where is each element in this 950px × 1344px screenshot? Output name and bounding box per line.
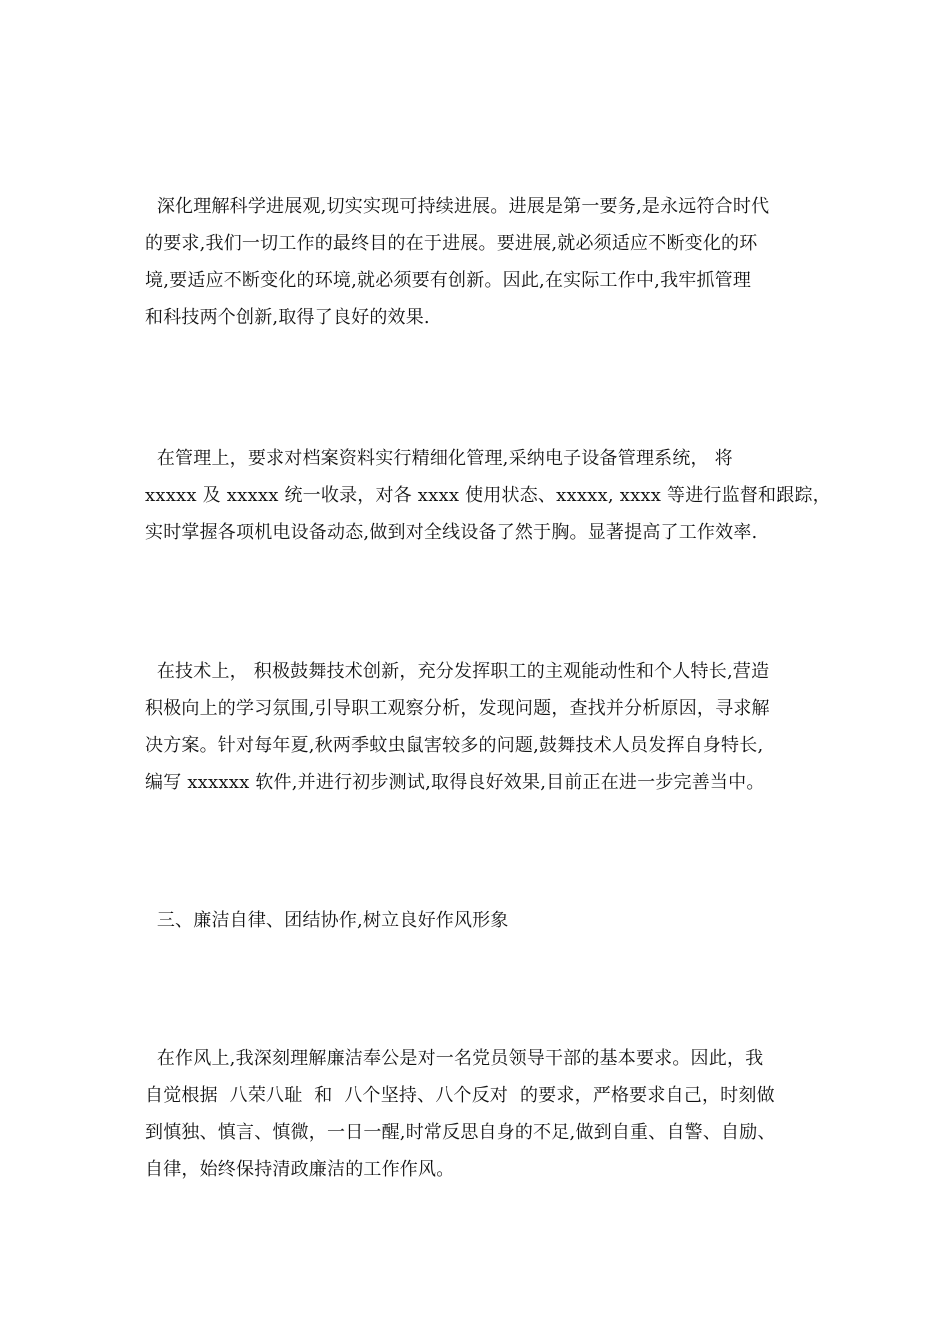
paragraph-line: 的要求,我们一切工作的最终目的在于进展。要进展,就必须适应不断变化的环 (145, 233, 758, 254)
section-heading-text: 三、廉洁自律、团结协作,树立良好作风形象 (145, 910, 509, 931)
paragraph-line: 境,要适应不断变化的环境,就必须要有创新。因此,在实际工作中,我牢抓管理 (145, 270, 752, 291)
paragraph-management (145, 440, 831, 551)
paragraph-line: 决方案。针对每年夏,秋两季蚊虫鼠害较多的问题,鼓舞技术人员发挥自身特长, (145, 735, 764, 756)
paragraph-line: 在技术上， 积极鼓舞技术创新，充分发挥职工的主观能动性和个人特长,营造 (145, 661, 770, 682)
paragraph-line: 在作风上,我深刻理解廉洁奉公是对一名党员领导干部的基本要求。因此，我 (145, 1048, 764, 1069)
section-heading (145, 902, 810, 939)
paragraph-line: 深化理解科学进展观,切实实现可持续进展。进展是第一要务,是永远符合时代 (145, 196, 770, 217)
paragraph-line: 编写 xxxxxx 软件,并进行初步测试,取得良好效果,目前正在进一步完善当中。 (145, 772, 765, 793)
paragraph-technology (145, 653, 810, 801)
paragraph-line: 实时掌握各项机电设备动态,做到对全线设备了然于胸。显著提高了工作效率. (145, 522, 758, 543)
paragraph-line: 到慎独、慎言、慎微，一日一醒,时常反思自身的不足,做到自重、自警、自励、 (145, 1122, 776, 1143)
paragraph-line: 自律，始终保持清政廉洁的工作作风。 (145, 1159, 455, 1180)
paragraph-line: xxxxx 及 xxxxx 统一收录，对各 xxxx 使用状态、xxxxx, xxxx 等进行监督和跟踪， (145, 485, 831, 506)
paragraph-line: 和科技两个创新,取得了良好的效果. (145, 307, 430, 328)
paragraph-line: 积极向上的学习氛围,引导职工观察分析，发现问题，查找并分析原因，寻求解 (145, 698, 770, 719)
paragraph-work-style (145, 1040, 810, 1188)
paragraph-scientific-development (145, 188, 810, 336)
paragraph-line: 自觉根据 八荣八耻 和 八个坚持、八个反对 的要求，严格要求自己，时刻做 (145, 1085, 775, 1106)
paragraph-line: 在管理上，要求对档案资料实行精细化管理,采纳电子设备管理系统， 将 (145, 448, 733, 469)
